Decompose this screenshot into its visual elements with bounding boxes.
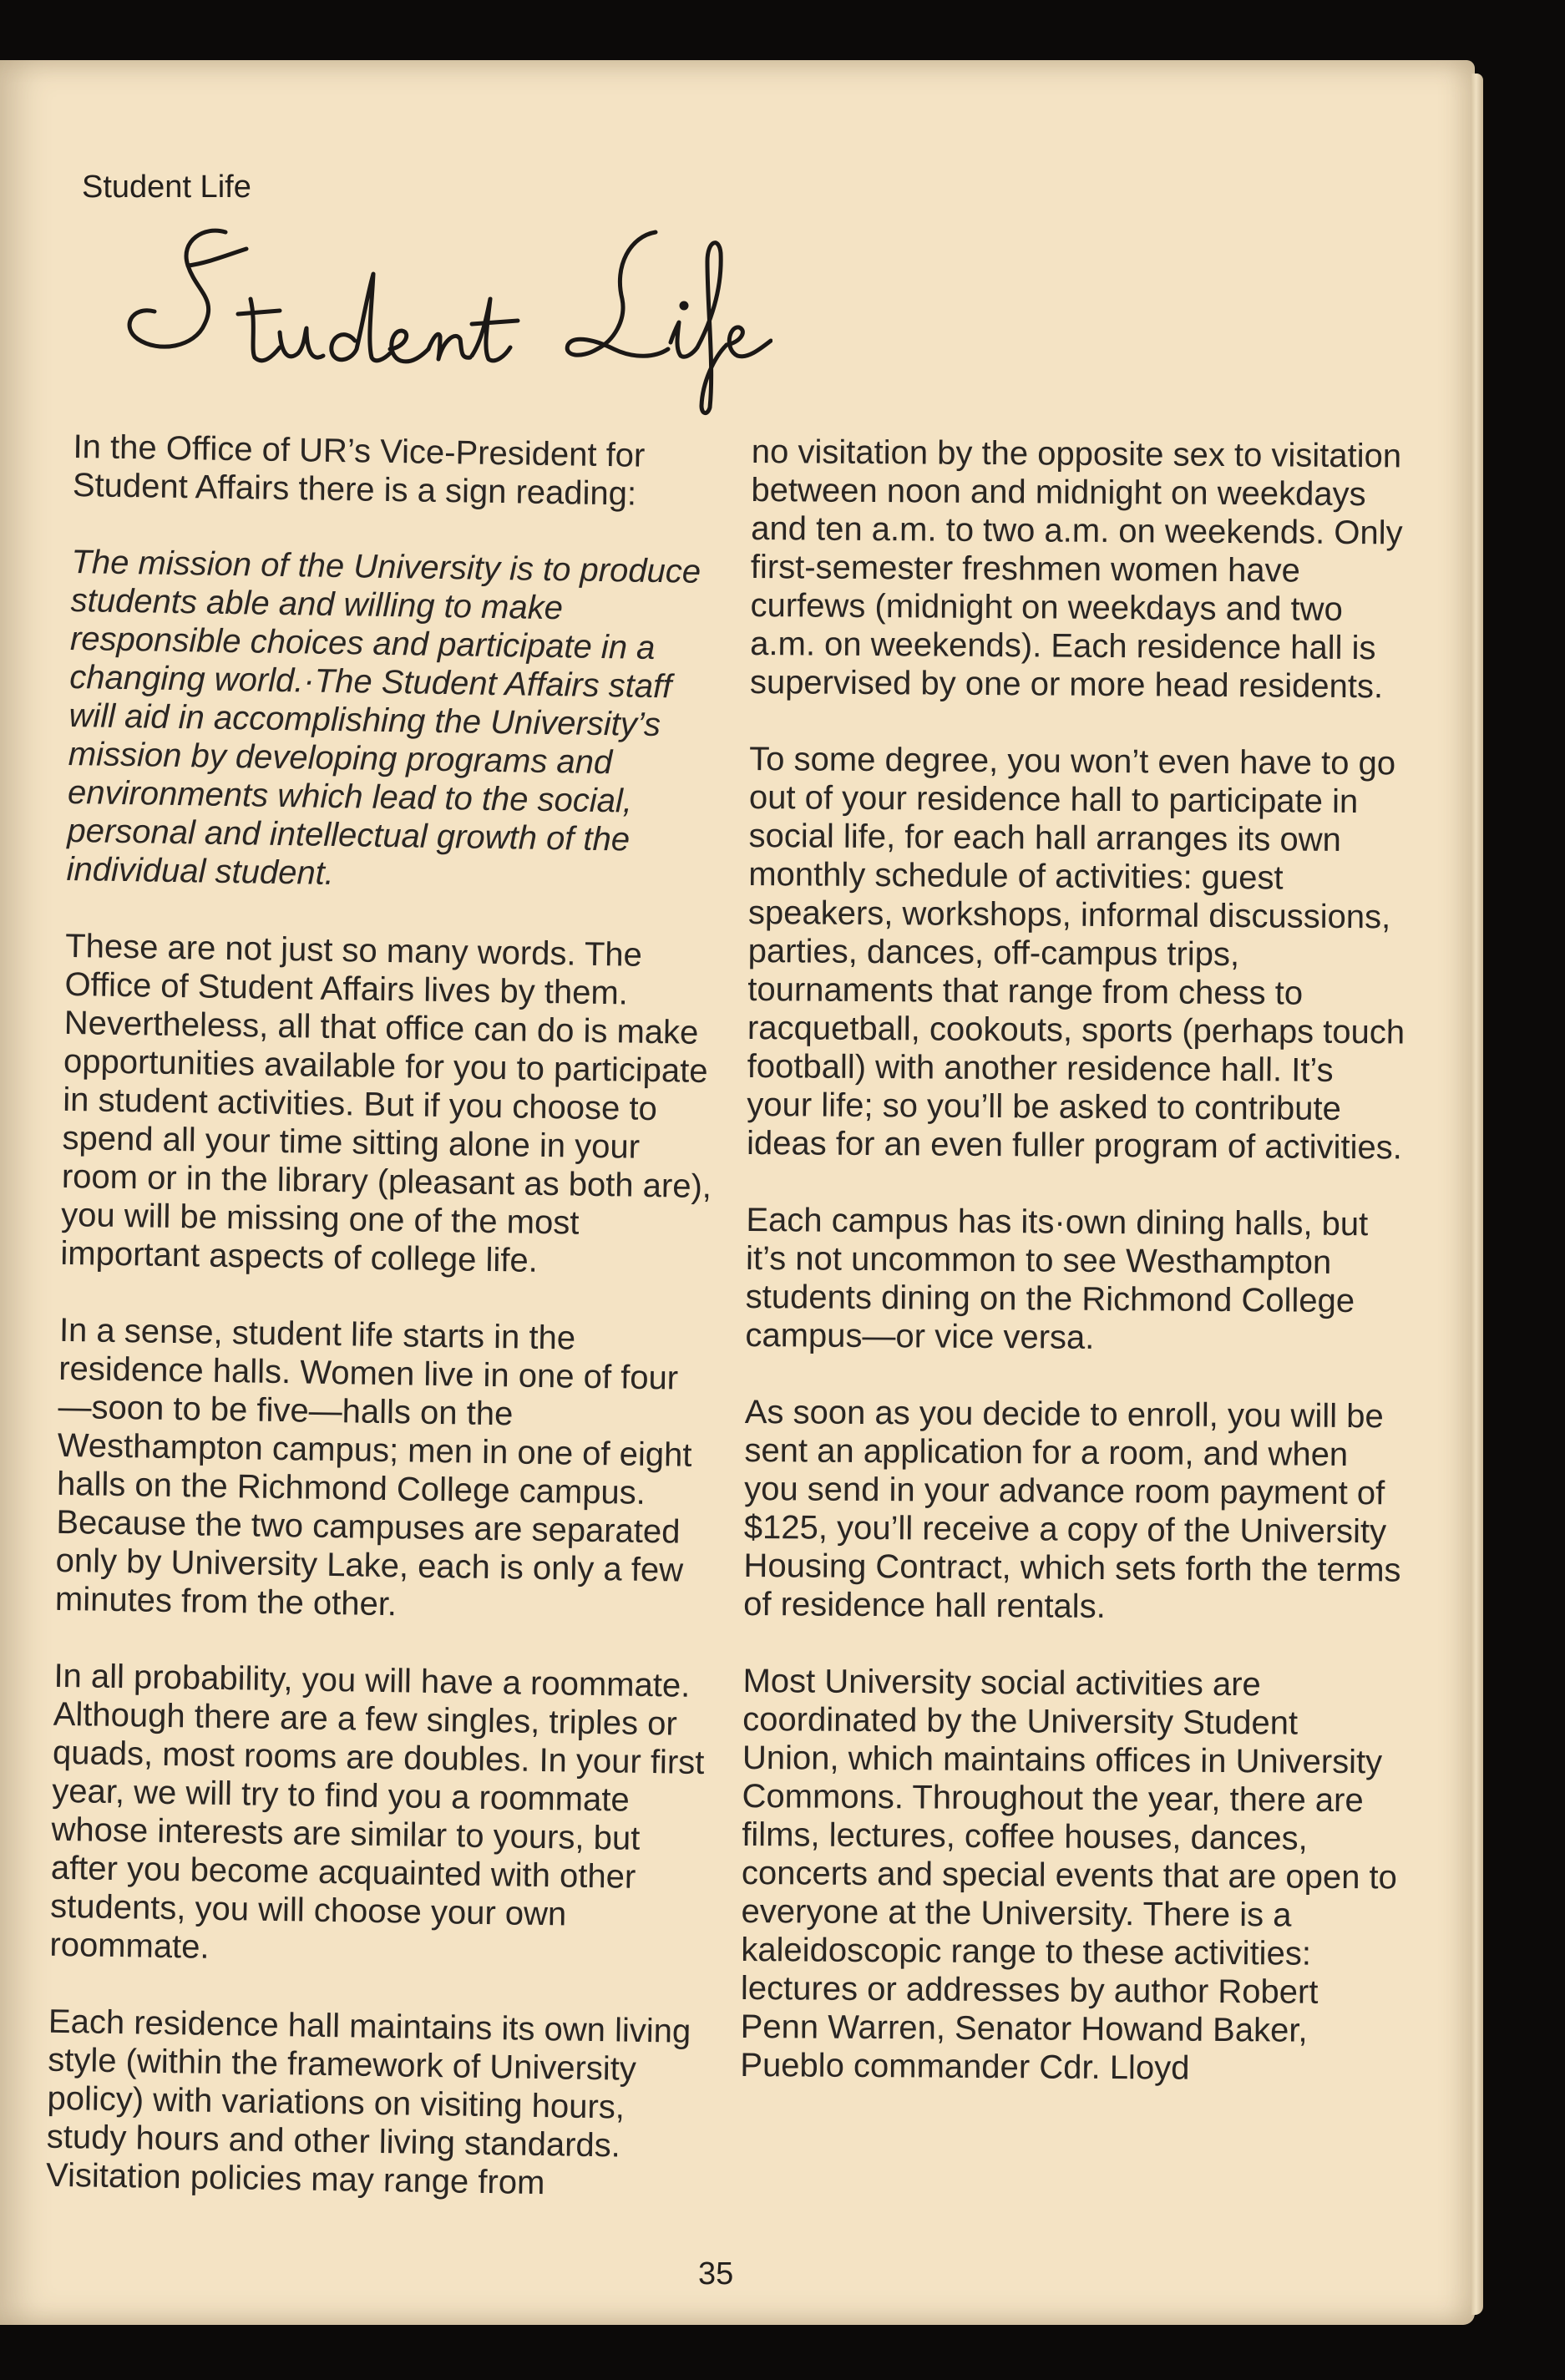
script-title-drawing (79, 215, 772, 416)
left-paragraph-1: In the Office of UR’s Vice-President for Student Affairs there is a sign reading: (72, 428, 646, 513)
right-paragraph-3: Each campus has its·own dining halls, but it’s not uncommon to see Westhampton students dining on the Richmond College campus—or vice versa. (745, 1201, 1369, 1356)
script-title-calligraphy (79, 215, 772, 416)
left-paragraph-6: Each residence hall maintains its own living style (within the framework of University policy) with variations on visiting hours, study hours and other living standards. Visitation policies may range from (45, 2003, 691, 2202)
mission-statement-quote: The mission of the University is to produce students able and willing to make responsible choices and participate in a changing world.·The Student Affairs staff will aid in accomplishing the University’s mission by developing programs and environments which lead to the social, personal and intellectual growth of the individual student. (66, 543, 701, 892)
right-paragraph-2: To some degree, you won’t even have to go out of your residence hall to participate in social life, for each hall arranges its own monthly schedule of activities: guest speakers, workshops, informal discussions, parties, dances, off-campus trips, tournaments that range from chess to racquetball, cookouts, sports (perhaps touch football) with another residence hall. It’s your life; so you’ll be asked to contribute ideas for an even fuller program of activities. (746, 740, 1405, 1167)
page-number: 35 (698, 2256, 734, 2291)
running-head: Student Life (82, 170, 251, 205)
left-paragraph-3: These are not just so many words. The Office of Student Affairs lives by them. Nevertheless, all that office can do is make opportunities available for you to participate in student activities. But if you choose to spend all your time sitting alone in your room or in the library (pleasant as both are), you will be missing one of the most important aspects of college life. (60, 927, 712, 1279)
right-paragraph-1: no visitation by the opposite sex to visitation between noon and midnight on weekdays and ten a.m. to two a.m. on weekends. Only first-semester freshmen women have curfews (midnight on weekdays and two a.m. on weekends). Each residence hall is supervised by one or more head residents. (749, 433, 1403, 706)
right-paragraph-4: As soon as you decide to enroll, you will be sent an application for a room, and when you send in your advance room payment of $125, you’ll receive a copy of the University Housing Contract, which sets forth the terms of residence hall rentals. (743, 1393, 1401, 1625)
page-edge (1471, 73, 1483, 2315)
left-column (45, 428, 727, 2243)
right-paragraph-5: Most University social activities are coordinated by the University Student Union, which maintains offices in University Commons. Throughout the year, there are films, lectures, coffee houses, dances, concerts and special events that are open to everyone at the University. There is a kaleidoscopic range to these activities: lectures or addresses by author Robert Penn Warren, Senator Howand Baker, Pueblo commander Cdr. Lloyd (740, 1662, 1398, 2087)
right-column (740, 433, 1411, 2127)
left-paragraph-5: In all probability, you will have a roommate. Although there are a few singles, triples or quads, most rooms are doubles. In your first year, we will try to find you a roommate whose interests are similar to yours, but after you become acquainted with other students, you will choose your own roommate. (49, 1657, 705, 1966)
left-paragraph-4: In a sense, student life starts in the residence halls. Women live in one of four —soon to be five—halls on the Westhampton campus; men in one of eight halls on the Richmond College campus. Because the two campuses are separated only by University Lake, each is only a few minutes from the other. (54, 1311, 692, 1623)
